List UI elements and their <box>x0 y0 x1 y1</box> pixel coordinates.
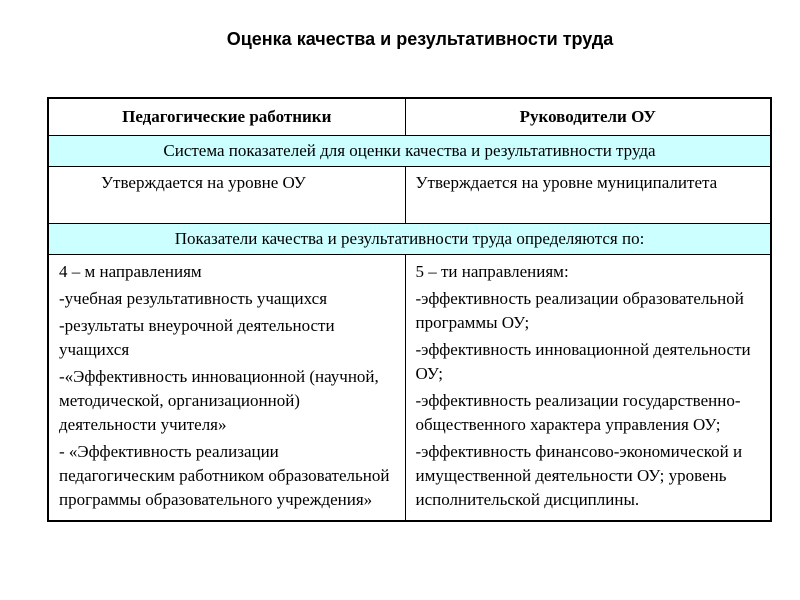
teachers-directions-cell <box>48 255 405 522</box>
band-row-system <box>48 136 771 167</box>
band-indicators-label: Показатели качества и результативности труда определяются по: <box>48 224 771 255</box>
list-item: -«Эффективность инновационной (научной, методической, организационной) деятельности учителя» <box>59 367 379 434</box>
indicators-table <box>47 97 772 522</box>
list-item: 4 – м направлениям <box>59 262 202 281</box>
header-teachers: Педагогические работники <box>48 98 405 136</box>
band-row-indicators <box>48 224 771 255</box>
directions-row <box>48 255 771 522</box>
table-header-row <box>48 98 771 136</box>
approve-teachers: Утверждается на уровне ОУ <box>48 167 405 224</box>
list-item: 5 – ти направлениям: <box>415 262 569 281</box>
list-item: -эффективность реализации образовательной программы ОУ; <box>415 289 744 332</box>
list-item: -учебная результативность учащихся <box>59 289 328 308</box>
list-item: -результаты внеурочной деятельности учащихся <box>59 316 335 359</box>
approve-managers: Утверждается на уровне муниципалитета <box>405 167 771 224</box>
list-item: -эффективность реализации государственно-общественного характера управления ОУ; <box>415 391 741 434</box>
managers-directions-cell <box>405 255 771 522</box>
list-item: - «Эффективность реализации педагогическим работником образовательной программы образовательного учреждения» <box>59 442 390 509</box>
band-system-label: Система показателей для оценки качества и результативности труда <box>48 136 771 167</box>
header-managers: Руководители ОУ <box>405 98 771 136</box>
page-title: Оценка качества и результативности труда <box>226 29 614 49</box>
list-item: -эффективность финансово-экономической и имущественной деятельности ОУ; уровень исполнительской дисциплины. <box>415 442 743 509</box>
approve-row <box>48 167 771 224</box>
list-item: -эффективность инновационной деятельности ОУ; <box>415 340 751 383</box>
